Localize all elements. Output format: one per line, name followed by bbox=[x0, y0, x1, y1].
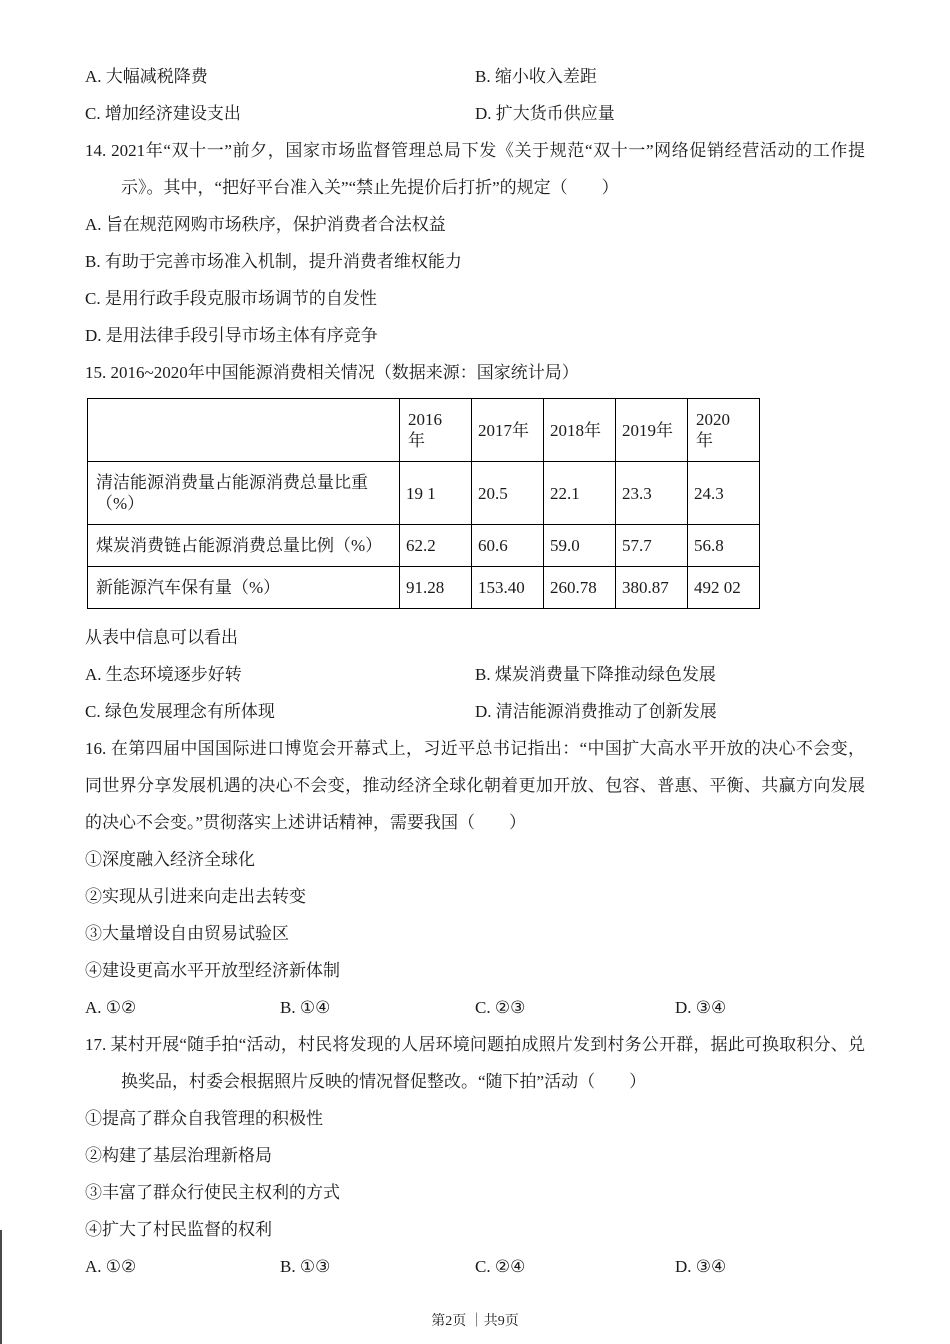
answer-choice: C. ②③ bbox=[475, 998, 526, 1017]
table-value-cell: 57.7 bbox=[616, 525, 688, 567]
question-15-title: 15. 2016~2020年中国能源消费相关情况（数据来源：国家统计局） bbox=[85, 363, 579, 382]
q13-options-row-1 bbox=[85, 58, 865, 95]
sub-option-item: ②构建了基层治理新格局 bbox=[85, 1146, 272, 1165]
option-item: D. 扩大货币供应量 bbox=[475, 104, 615, 123]
q17-answer-row bbox=[85, 1248, 865, 1285]
sub-option-item: ①提高了群众自我管理的积极性 bbox=[85, 1109, 323, 1128]
table-row-label: 新能源汽车保有量（%） bbox=[88, 567, 400, 609]
table-value-cell: 19 1 bbox=[400, 462, 472, 525]
table-row bbox=[88, 525, 760, 567]
table-header-cell: 2018年 bbox=[544, 399, 616, 462]
option-item: A. 大幅减税降费 bbox=[85, 67, 208, 86]
option-item: C. 是用行政手段克服市场调节的自发性 bbox=[85, 289, 377, 308]
table-value-cell: 492 02 bbox=[688, 567, 760, 609]
table-row bbox=[88, 462, 760, 525]
answer-choice: A. ①② bbox=[85, 1257, 137, 1276]
table-value-cell: 24.3 bbox=[688, 462, 760, 525]
energy-consumption-table bbox=[87, 398, 760, 609]
table-header-cell bbox=[88, 399, 400, 462]
table-value-cell: 59.0 bbox=[544, 525, 616, 567]
table-value-cell: 22.1 bbox=[544, 462, 616, 525]
sub-option-item: ①深度融入经济全球化 bbox=[85, 850, 255, 869]
q13-options-row-2 bbox=[85, 95, 865, 132]
table-value-cell: 153.40 bbox=[472, 567, 544, 609]
table-value-cell: 20.5 bbox=[472, 462, 544, 525]
sub-option-item: ④建设更高水平开放型经济新体制 bbox=[85, 961, 340, 980]
table-header-cell: 2017年 bbox=[472, 399, 544, 462]
answer-choice: C. ②④ bbox=[475, 1257, 526, 1276]
table-value-cell: 260.78 bbox=[544, 567, 616, 609]
answer-choice: D. ③④ bbox=[675, 1257, 727, 1276]
answer-choice: D. ③④ bbox=[675, 998, 727, 1017]
table-value-cell: 60.6 bbox=[472, 525, 544, 567]
table-value-cell: 23.3 bbox=[616, 462, 688, 525]
table-value-cell: 62.2 bbox=[400, 525, 472, 567]
option-item: D. 清洁能源消费推动了创新发展 bbox=[475, 702, 717, 721]
question-15-lead: 从表中信息可以看出 bbox=[85, 628, 238, 647]
question-14-stem: 14. 2021年“双十一”前夕，国家市场监督管理总局下发《关于规范“双十一”网络促销经营活动的工作提示》。其中，“把好平台准入关”“禁止先提价后打折”的规定（ ） bbox=[85, 141, 865, 197]
table-header-cell: 2019年 bbox=[616, 399, 688, 462]
answer-choice: A. ①② bbox=[85, 998, 137, 1017]
option-item: A. 旨在规范网购市场秩序，保护消费者合法权益 bbox=[85, 215, 446, 234]
table-row-label: 煤炭消费链占能源消费总量比例（%） bbox=[88, 525, 400, 567]
option-item: C. 绿色发展理念有所体现 bbox=[85, 702, 275, 721]
option-item: C. 增加经济建设支出 bbox=[85, 104, 241, 123]
q15-options-row-2 bbox=[85, 693, 865, 730]
answer-choice: B. ①③ bbox=[280, 1257, 331, 1276]
table-value-cell: 56.8 bbox=[688, 525, 760, 567]
sub-option-item: ④扩大了村民监督的权利 bbox=[85, 1220, 272, 1239]
table-row bbox=[88, 567, 760, 609]
sub-option-item: ②实现从引进来向走出去转变 bbox=[85, 887, 306, 906]
sub-option-item: ③丰富了群众行使民主权利的方式 bbox=[85, 1183, 340, 1202]
option-item: B. 缩小收入差距 bbox=[475, 67, 597, 86]
question-16-stem: 16. 在第四届中国国际进口博览会开幕式上，习近平总书记指出：“中国扩大高水平开放的决心不会变，同世界分享发展机遇的决心不会变，推动经济全球化朝着更加开放、包容、普惠、平衡、共赢方向发展的决心不会变。”贯彻落实上述讲话精神，需要我国（ ） bbox=[85, 739, 865, 832]
q16-answer-row bbox=[85, 989, 865, 1026]
q15-options-row-1 bbox=[85, 656, 865, 693]
answer-choice: B. ①④ bbox=[280, 998, 331, 1017]
question-17-stem: 17. 某村开展“随手拍“活动，村民将发现的人居环境问题拍成照片发到村务公开群，据此可换取积分、兑换奖品，村委会根据照片反映的情况督促整改。“随下拍”活动（ ） bbox=[85, 1035, 865, 1091]
table-value-cell: 91.28 bbox=[400, 567, 472, 609]
sub-option-item: ③大量增设自由贸易试验区 bbox=[85, 924, 289, 943]
table-header-cell: 2020 年 bbox=[688, 399, 760, 462]
table-header-row bbox=[88, 399, 760, 462]
table-row-label: 清洁能源消费量占能源消费总量比重（%） bbox=[88, 462, 400, 525]
table-header-cell: 2016 年 bbox=[400, 399, 472, 462]
option-item: B. 有助于完善市场准入机制，提升消费者维权能力 bbox=[85, 252, 462, 271]
page-number: 第2页 ｜共9页 bbox=[431, 1314, 519, 1329]
option-item: D. 是用法律手段引导市场主体有序竞争 bbox=[85, 326, 378, 345]
option-item: B. 煤炭消费量下降推动绿色发展 bbox=[475, 665, 716, 684]
table-value-cell: 380.87 bbox=[616, 567, 688, 609]
option-item: A. 生态环境逐步好转 bbox=[85, 665, 242, 684]
